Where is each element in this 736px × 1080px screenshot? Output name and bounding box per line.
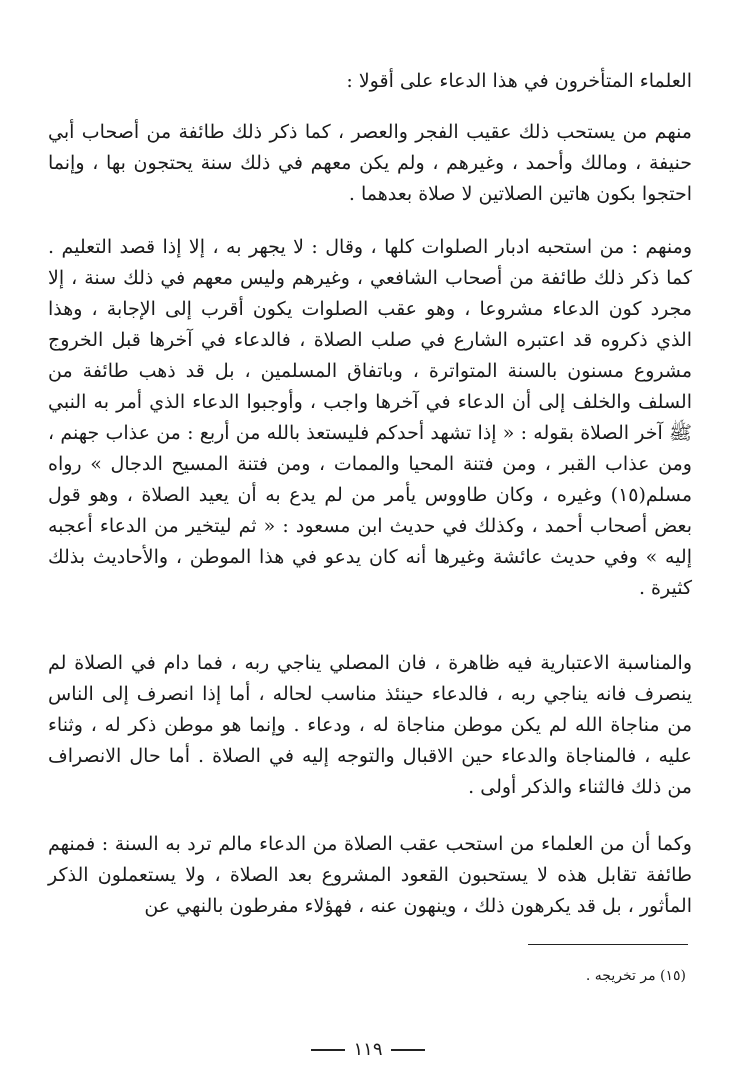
page-number-dash-left <box>311 1049 345 1051</box>
paragraph-2: ومنهم : من استحبه ادبار الصلوات كلها ، وقال : لا يجهر به ، إلا إذا قصد التعليم . كما ذكر ذلك طائفة من أصحاب الشافعي ، وغيرهم وليس معهم في ذلك سنة ، إلا مجرد كون الدعاء مشروعا ، وهو عقب الصلوات يكون أقرب إلى الإجابة ، وهذا الذي ذكروه قد اعتبره الشارع في صلب الصلاة ، فالدعاء في آخرها قبل الخروج مشروع مسنون بالسنة المتواترة ، وباتفاق المسلمين ، بل قد ذهب طائفة من السلف والخلف إلى أن الدعاء في آخرها واجب ، وأوجبوا الدعاء الذي أمر به النبي ﷺ آخر الصلاة بقوله : « إذا تشهد أحدكم فليستعذ بالله من أربع : من عذاب جهنم ، ومن عذاب القبر ، ومن فتنة المحيا والممات ، ومن فتنة المسيح الدجال » رواه مسلم(١٥) وغيره ، وكان طاووس يأمر من لم يدع به أن يعيد الصلاة ، وهو قول بعض أصحاب أحمد ، وكذلك في حديث ابن مسعود : « ثم ليتخير من الدعاء أعجبه إليه » وفي حديث عائشة وغيرها أنه كان يدعو في هذا الموطن ، والأحاديث بذلك كثيرة . <box>48 236 692 599</box>
page-number: ١١٩ <box>353 1039 383 1060</box>
page-number-footer <box>0 1038 736 1062</box>
paragraph-4: وكما أن من العلماء من استحب عقب الصلاة من الدعاء مالم ترد به السنة : فمنهم طائفة تقابل هذه لا يستحبون القعود المشروع بعد الصلاة ، ولا يستعملون الذكر المأثور ، بل قد يكرهون ذلك ، وينهون عنه ، فهؤلاء مفرطون بالنهي عن <box>48 833 692 917</box>
page-number-dash-right <box>391 1049 425 1051</box>
opening-line: العلماء المتأخرون في هذا الدعاء على أقولا : <box>346 70 692 92</box>
footnote-separator <box>528 944 688 945</box>
paragraph-3: والمناسبة الاعتبارية فيه ظاهرة ، فان المصلي يناجي ربه ، فما دام في الصلاة لم ينصرف فانه يناجي ربه ، فالدعاء حينئذ مناسب لحاله ، أما إذا انصرف إلى الناس من مناجاة الله لم يكن موطن مناجاة له ، ودعاء . وإنما هو موطن ذكر له ، وثناء عليه ، فالمناجاة والدعاء حين الاقبال والتوجه إليه في الصلاة . أما حال الانصراف من ذلك فالثناء والذكر أولى . <box>48 652 692 798</box>
footnote: (١٥) مر تخريجه . <box>585 968 686 984</box>
paragraph-1: منهم من يستحب ذلك عقيب الفجر والعصر ، كما ذكر ذلك طائفة من أصحاب أبي حنيفة ، ومالك وأحمد ، وغيرهم ، ولم يكن معهم في ذلك سنة يحتجون بها ، وإنما احتجوا بكون هاتين الصلاتين لا صلاة بعدهما . <box>48 121 692 205</box>
